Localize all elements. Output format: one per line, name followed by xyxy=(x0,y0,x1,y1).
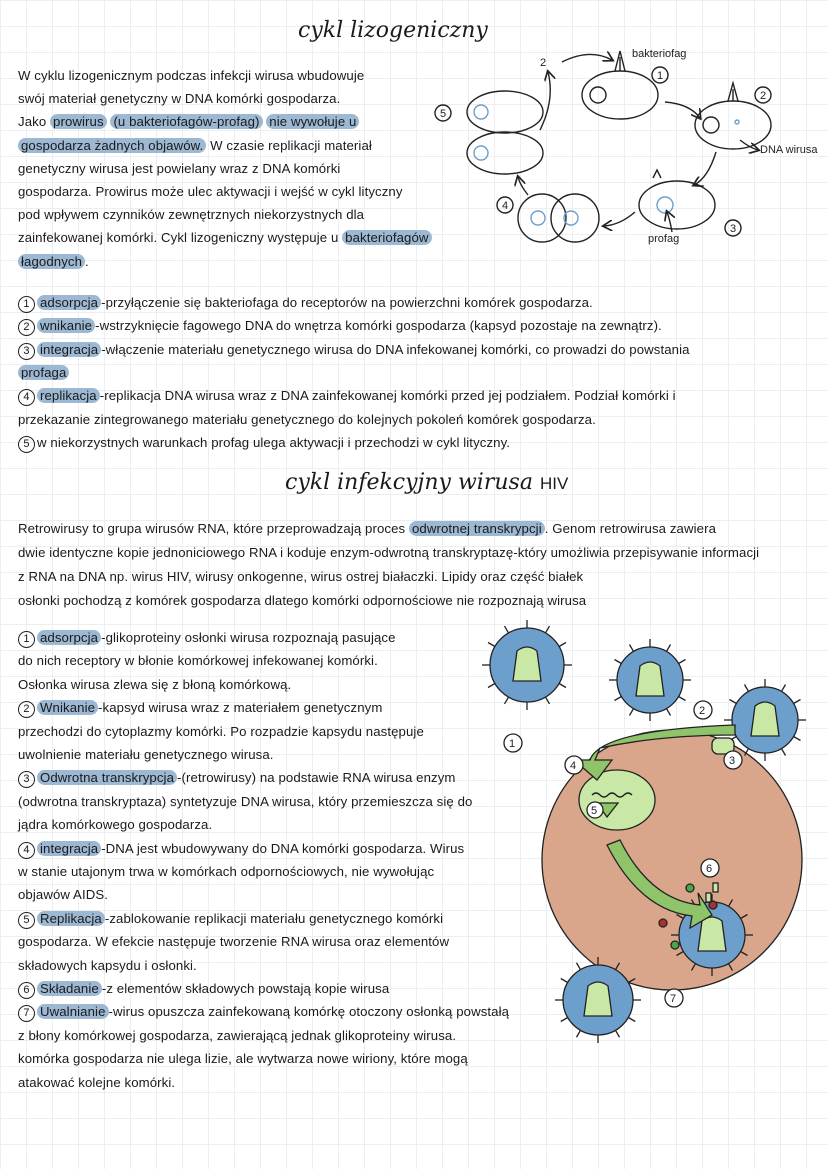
highlighted-term: Uwalnianie xyxy=(37,1004,109,1019)
text-segment: W czasie replikacji materiał xyxy=(206,137,372,153)
text-segment: pod wpływem czynników zewnętrznych niekorzystnych dla xyxy=(18,207,365,223)
hiv-step-4: 4 xyxy=(570,760,577,772)
capsid xyxy=(513,647,541,681)
step-number: 5 xyxy=(18,912,35,929)
step-number: 7 xyxy=(18,1005,35,1022)
highlighted-term: odwrotnej transkrypcji xyxy=(409,521,545,536)
hiv-step-1: 1 xyxy=(509,738,516,750)
text-segment: -z elementów składowych powstają kopie wirusa xyxy=(101,981,390,996)
text-segment: -kapsyd wirusa wraz z materiałem genetycznym xyxy=(98,700,383,716)
text-segment: -wirus opuszcza zainfekowaną komórkę otoczony osłonką powstałą xyxy=(108,1004,510,1020)
text-segment: -przyłączenie się bakteriofaga do receptorów na powierzchni komórek gospodarza. xyxy=(101,295,593,310)
step-5-label: 5 xyxy=(440,108,447,120)
hiv-title-caps: HIV xyxy=(539,474,569,493)
step-number: 4 xyxy=(18,389,35,406)
hiv-step-2: 2 xyxy=(699,705,706,717)
step-number: 1 xyxy=(18,631,35,648)
hiv-virion xyxy=(482,620,572,710)
text-segment: . xyxy=(85,253,89,269)
cell-5a xyxy=(467,91,543,133)
cell-5b xyxy=(467,132,543,174)
hiv-virion xyxy=(609,639,691,721)
step-number: 3 xyxy=(18,771,35,788)
text-segment: w niekorzystnych warunkach profag ulega aktywacji i przechodzi w cykl lityczny. xyxy=(37,434,511,450)
text-segment: w stanie utajonym trwa w komórkach odpornościowych, nie wywołując xyxy=(18,864,435,879)
bacteriophage-icon xyxy=(615,51,625,71)
cell-2 xyxy=(695,101,771,149)
highlighted-term: wnikanie xyxy=(37,318,95,333)
highlighted-term: Wnikanie xyxy=(37,700,98,715)
nucleus xyxy=(579,770,655,830)
highlighted-term: gospodarza żadnych objawów. xyxy=(18,138,206,153)
lysogenic-cycle-diagram xyxy=(435,51,771,242)
step-number: 3 xyxy=(18,343,35,360)
text-segment: komórka gospodarza nie ulega lizie, ale wytwarza nowe wiriony, które mogą xyxy=(18,1051,468,1067)
step-4-label: 4 xyxy=(502,200,509,212)
highlighted-term: (u bakteriofagów-profag) xyxy=(110,114,262,129)
text-segment: z błony komórkowej gospodarza, zawierającą jednak glikoproteiny wirusa. xyxy=(18,1027,457,1043)
text-segment: dwie identyczne kopie jednoniciowego RNA i koduje enzym-odwrotną transkryptazę-który umożliwia przepisywanie informacji xyxy=(18,545,760,560)
text-segment: osłonki pochodzą z komórek gospodarza dlatego komórki odpornościowe nie rozpoznają wirusa xyxy=(18,593,587,608)
capsid xyxy=(751,702,779,736)
step-3-label: 3 xyxy=(730,223,737,235)
highlighted-term: prowirus xyxy=(50,114,107,129)
hiv-step-6: 6 xyxy=(706,863,713,875)
text-segment: objawów AIDS. xyxy=(18,887,108,903)
arrow-label: 2 xyxy=(540,57,547,69)
step-number: 5 xyxy=(18,436,35,453)
text-segment: z RNA na DNA np. wirus HIV, wirusy onkogenne, wirus ostrej białaczki. Lipidy oraz część białek xyxy=(18,569,584,584)
text-segment: -glikoproteiny osłonki wirusa rozpoznają pasujące xyxy=(101,630,396,645)
lysogenic-title: cykl lizogeniczny xyxy=(298,18,488,43)
step-number: 6 xyxy=(18,982,35,999)
text-segment: zainfekowanej komórki. Cykl lizogeniczny występuje u xyxy=(18,230,343,246)
highlighted-term: bakteriofagów xyxy=(342,230,431,245)
cell-4b xyxy=(551,194,599,242)
text-segment: składowych kapsydu i osłonki. xyxy=(18,957,197,973)
text-segment: -zablokowanie replikacji materiału genetycznego komórki xyxy=(104,910,444,926)
empty-capsid-icon xyxy=(653,170,661,178)
text-segment: uwolnienie materiału genetycznego wirusa. xyxy=(18,747,274,762)
text-segment: -replikacja DNA wirusa wraz z DNA zainfekowanej komórki przed jej podziałem. Podział komórki i xyxy=(99,388,676,404)
text-segment: do nich receptory w błonie komórkowej infekowanej komórki. xyxy=(18,653,378,669)
text-segment: Jako xyxy=(18,114,51,130)
highlighted-term: profaga xyxy=(18,365,69,380)
hiv-step-3: 3 xyxy=(729,755,736,767)
step-number: 1 xyxy=(18,296,35,313)
prophage-label: profag xyxy=(648,233,680,245)
highlighted-term: integracja xyxy=(37,841,101,856)
text-segment: W cyklu lizogenicznym podczas infekcji wirusa wbudowuje xyxy=(18,68,365,83)
hiv-step-5: 5 xyxy=(591,805,598,817)
text-segment: (odwrotna transkryptaza) syntetyzuje DNA wirusa, który przemieszcza się do xyxy=(18,793,473,809)
bacteriophage-label: bakteriofag xyxy=(632,48,687,60)
text-segment: Retrowirusy to grupa wirusów RNA, które przeprowadzają proces xyxy=(18,521,409,536)
capsid xyxy=(698,917,726,951)
step-1-label: 1 xyxy=(657,70,664,82)
text-segment: przekazanie zintegrowanego materiału genetycznego do kolejnych pokoleń komórek gospodarza. xyxy=(18,411,596,427)
hiv-step-7: 7 xyxy=(670,993,677,1005)
text-segment: Osłonka wirusa zlewa się z błoną komórkową. xyxy=(18,676,292,692)
text-segment: atakować kolejne komórki. xyxy=(18,1074,176,1090)
text-segment: przechodzi do cytoplazmy komórki. Po rozpadzie kapsydu następuje xyxy=(18,723,424,739)
highlighted-term: Odwrotna transkrypcja xyxy=(37,770,177,785)
capsid xyxy=(584,982,612,1016)
highlighted-term: replikacja xyxy=(37,388,100,403)
highlighted-term: adsorpcja xyxy=(37,630,101,645)
step-number: 4 xyxy=(18,842,35,859)
step-number: 2 xyxy=(18,701,35,718)
cell-3 xyxy=(639,181,715,229)
highlighted-term: Replikacja xyxy=(37,911,105,926)
step-markers xyxy=(435,67,771,236)
highlighted-term: integracja xyxy=(37,342,101,357)
hiv-cycle-diagram xyxy=(482,620,806,1043)
text-segment: . Genom retrowirusa zawiera xyxy=(544,521,716,536)
text-segment: -(retrowirusy) na podstawie RNA wirusa enzym xyxy=(177,770,456,786)
cell-1 xyxy=(582,71,658,119)
text-segment: jądra komórkowego gospodarza. xyxy=(18,817,213,833)
text-segment: -wstrzyknięcie fagowego DNA do wnętrza komórki gospodarza (kapsyd pozostaje na zewnątrz). xyxy=(95,318,662,334)
text-segment: -włączenie materiału genetycznego wirusa do DNA infekowanej komórki, co prowadzi do powstania xyxy=(101,341,690,357)
text-segment: gospodarza. Prowirus może ulec aktywacji i wejść w cykl lityczny xyxy=(18,184,403,199)
capsid xyxy=(636,662,664,696)
highlighted-term: nie wywołuje u xyxy=(266,114,359,129)
step-2-label: 2 xyxy=(760,90,767,102)
bacteriophage-icon xyxy=(728,83,738,101)
text-segment: -DNA jest wbudowywany do DNA komórki gospodarza. Wirus xyxy=(101,840,465,856)
highlighted-term: Składanie xyxy=(37,981,102,996)
highlighted-term: adsorpcja xyxy=(37,295,101,310)
highlighted-term: łagodnych xyxy=(18,254,85,269)
text-segment: genetyczny wirusa jest powielany wraz z DNA komórki xyxy=(18,160,341,176)
hiv-title-script: cykl infekcyjny wirusa xyxy=(285,470,533,495)
viral-dna-label: DNA wirusa xyxy=(760,144,818,156)
nucleoid xyxy=(590,87,606,103)
step-number: 2 xyxy=(18,319,35,336)
text-segment: swój materiał genetyczny w DNA komórki gospodarza. xyxy=(18,91,341,107)
lysogenic-labels xyxy=(440,48,818,245)
text-segment: gospodarza. W efekcie następuje tworzenie RNA wirusa oraz elementów xyxy=(18,934,450,950)
